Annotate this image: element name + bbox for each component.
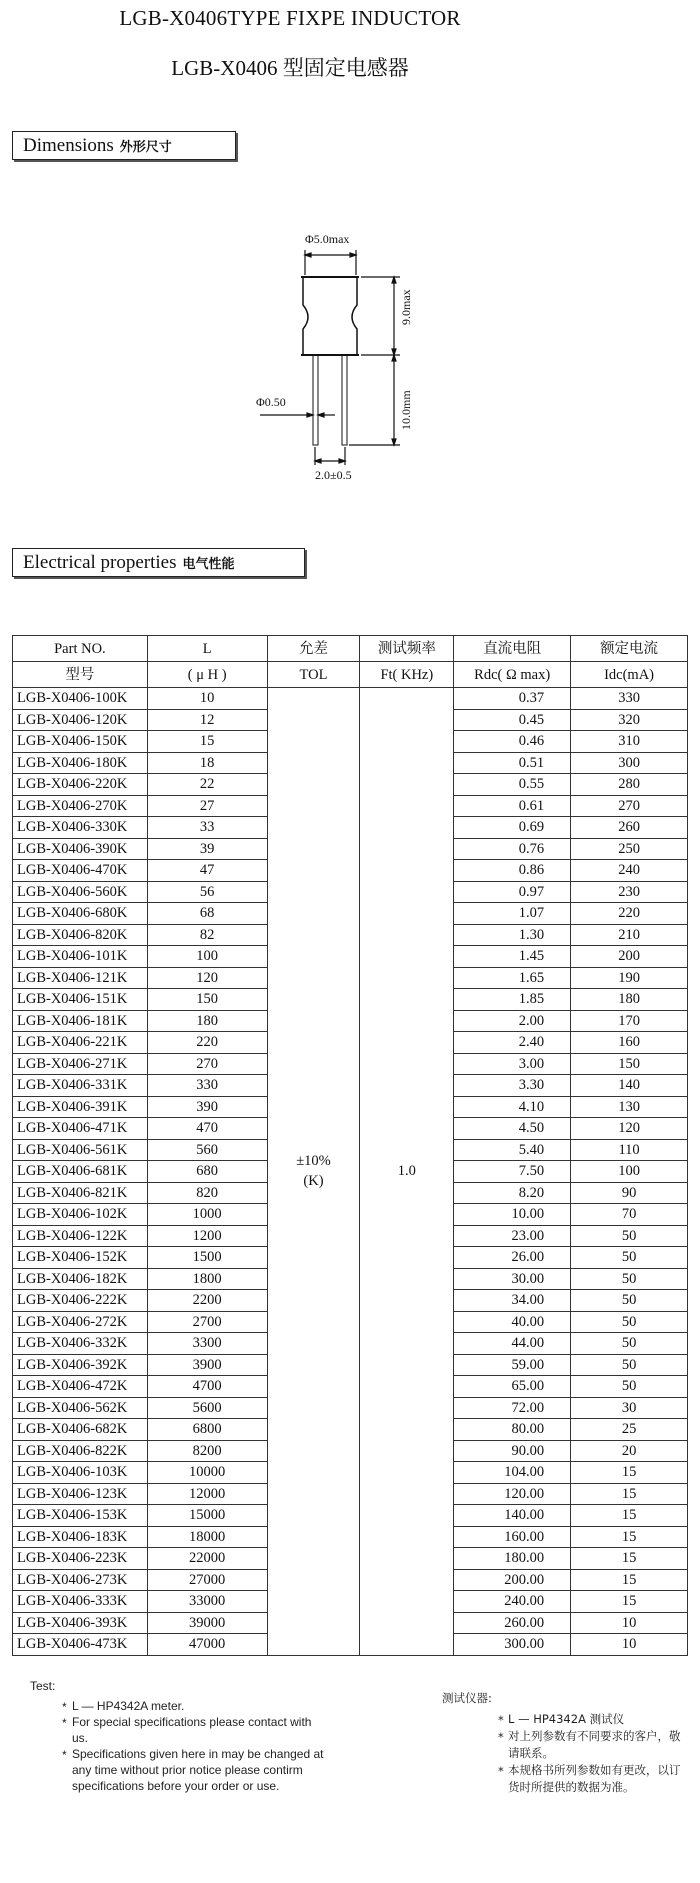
cell-part-no: LGB-X0406-821K (13, 1182, 148, 1204)
cell-dc-resistance: 72.00 (454, 1397, 571, 1419)
table-header-row (13, 662, 688, 688)
cell-dc-resistance: 160.00 (454, 1526, 571, 1548)
cell-inductance: 15000 (147, 1505, 267, 1527)
arrow-head (339, 459, 345, 463)
cell-dc-resistance: 0.55 (454, 774, 571, 796)
cell-part-no: LGB-X0406-121K (13, 967, 148, 989)
cell-rated-current: 50 (571, 1247, 688, 1269)
cell-dc-resistance: 80.00 (454, 1419, 571, 1441)
cell-dc-resistance: 3.30 (454, 1075, 571, 1097)
header-rated-current: 额定电流 (571, 636, 688, 662)
cell-inductance: 33000 (147, 1591, 267, 1613)
cell-dc-resistance: 0.69 (454, 817, 571, 839)
cell-rated-current: 220 (571, 903, 688, 925)
cell-inductance: 1800 (147, 1268, 267, 1290)
cell-part-no: LGB-X0406-272K (13, 1311, 148, 1333)
arrow-head (307, 413, 313, 417)
tolerance-code: (K) (303, 1173, 324, 1190)
cell-dc-resistance: 7.50 (454, 1161, 571, 1183)
cell-inductance: 1200 (147, 1225, 267, 1247)
cell-part-no: LGB-X0406-222K (13, 1290, 148, 1312)
test-notes-english (30, 1678, 330, 1794)
cell-rated-current: 320 (571, 709, 688, 731)
cell-inductance: 27000 (147, 1569, 267, 1591)
cell-inductance: 100 (147, 946, 267, 968)
cell-part-no: LGB-X0406-223K (13, 1548, 148, 1570)
cell-part-no: LGB-X0406-390K (13, 838, 148, 860)
cell-part-no: LGB-X0406-102K (13, 1204, 148, 1226)
cell-dc-resistance: 1.65 (454, 967, 571, 989)
cell-inductance: 18 (147, 752, 267, 774)
note-item: * For special specifications please contact with us. (62, 1714, 330, 1746)
cell-inductance: 33 (147, 817, 267, 839)
cell-dc-resistance: 0.97 (454, 881, 571, 903)
cell-rated-current: 310 (571, 731, 688, 753)
cell-rated-current: 190 (571, 967, 688, 989)
cell-inductance: 15 (147, 731, 267, 753)
header-dc-resistance: 直流电阻 (454, 636, 571, 662)
cell-inductance: 3900 (147, 1354, 267, 1376)
note-item-cn: * L — HP4342A 测试仪 (498, 1711, 682, 1728)
header-dc-resistance-sub: Rdc( Ω max) (454, 662, 571, 688)
header-part-no-sub: 型号 (13, 662, 148, 688)
electrical-label-en: Electrical properties (23, 552, 177, 573)
cell-dc-resistance: 0.37 (454, 688, 571, 710)
cell-dc-resistance: 180.00 (454, 1548, 571, 1570)
diameter-label: Φ5.0max (305, 232, 350, 246)
cell-rated-current: 140 (571, 1075, 688, 1097)
cell-inductance: 8200 (147, 1440, 267, 1462)
title-english: LGB-X0406TYPE FIXPE INDUCTOR (119, 6, 461, 30)
cell-dc-resistance: 2.00 (454, 1010, 571, 1032)
cell-dc-resistance: 1.07 (454, 903, 571, 925)
cell-part-no: LGB-X0406-391K (13, 1096, 148, 1118)
cell-part-no: LGB-X0406-820K (13, 924, 148, 946)
notes-list-cn (442, 1711, 682, 1796)
cell-inductance: 39000 (147, 1612, 267, 1634)
cell-inductance: 5600 (147, 1397, 267, 1419)
cell-part-no: LGB-X0406-392K (13, 1354, 148, 1376)
cell-inductance: 27 (147, 795, 267, 817)
cell-dc-resistance: 4.10 (454, 1096, 571, 1118)
cell-part-no: LGB-X0406-103K (13, 1462, 148, 1484)
cell-dc-resistance: 1.30 (454, 924, 571, 946)
cell-rated-current: 130 (571, 1096, 688, 1118)
header-inductance: L (147, 636, 267, 662)
cell-part-no: LGB-X0406-270K (13, 795, 148, 817)
cell-dc-resistance: 0.76 (454, 838, 571, 860)
cell-inductance: 4700 (147, 1376, 267, 1398)
cell-dc-resistance: 23.00 (454, 1225, 571, 1247)
cell-part-no: LGB-X0406-152K (13, 1247, 148, 1269)
cell-rated-current: 160 (571, 1032, 688, 1054)
cell-dc-resistance: 120.00 (454, 1483, 571, 1505)
notes-list (30, 1698, 330, 1794)
cell-dc-resistance: 4.50 (454, 1118, 571, 1140)
table-body (13, 688, 688, 1656)
cell-rated-current: 50 (571, 1290, 688, 1312)
cell-part-no: LGB-X0406-330K (13, 817, 148, 839)
cell-rated-current: 20 (571, 1440, 688, 1462)
table-header-row (13, 636, 688, 662)
cell-dc-resistance: 0.46 (454, 731, 571, 753)
cell-part-no: LGB-X0406-471K (13, 1118, 148, 1140)
cell-inductance: 560 (147, 1139, 267, 1161)
test-notes-chinese (442, 1690, 682, 1796)
cell-dc-resistance: 30.00 (454, 1268, 571, 1290)
lead-left (313, 355, 318, 445)
cell-rated-current: 300 (571, 752, 688, 774)
cell-rated-current: 90 (571, 1182, 688, 1204)
cell-inductance: 10000 (147, 1462, 267, 1484)
cell-part-no: LGB-X0406-560K (13, 881, 148, 903)
cell-inductance: 12000 (147, 1483, 267, 1505)
cell-part-no: LGB-X0406-473K (13, 1634, 148, 1656)
cell-part-no: LGB-X0406-562K (13, 1397, 148, 1419)
header-frequency: 测试频率 (360, 636, 454, 662)
cell-rated-current: 15 (571, 1483, 688, 1505)
spec-table (12, 635, 688, 1656)
inductor-body (303, 277, 357, 355)
header-tolerance: 允差 (267, 636, 360, 662)
cell-rated-current: 30 (571, 1397, 688, 1419)
cell-rated-current: 50 (571, 1333, 688, 1355)
cell-part-no: LGB-X0406-180K (13, 752, 148, 774)
cell-inductance: 150 (147, 989, 267, 1011)
cell-dc-resistance: 0.86 (454, 860, 571, 882)
cell-part-no: LGB-X0406-271K (13, 1053, 148, 1075)
title-chinese: LGB-X0406 型固定电感器 (171, 56, 409, 80)
cell-inductance: 1000 (147, 1204, 267, 1226)
cell-part-no: LGB-X0406-273K (13, 1569, 148, 1591)
cell-part-no: LGB-X0406-332K (13, 1333, 148, 1355)
cell-dc-resistance: 44.00 (454, 1333, 571, 1355)
arrow-head (392, 355, 396, 361)
cell-inductance: 68 (147, 903, 267, 925)
cell-rated-current: 260 (571, 817, 688, 839)
notes-heading: Test: (30, 1679, 56, 1693)
cell-rated-current: 200 (571, 946, 688, 968)
header-rated-current-sub: Idc(mA) (571, 662, 688, 688)
cell-dc-resistance: 10.00 (454, 1204, 571, 1226)
cell-part-no: LGB-X0406-682K (13, 1419, 148, 1441)
cell-rated-current: 270 (571, 795, 688, 817)
cell-rated-current: 25 (571, 1419, 688, 1441)
cell-rated-current: 70 (571, 1204, 688, 1226)
note-item: * Specifications given here in may be changed at any time without prior notice please contirm specifications before your order or use. (62, 1746, 330, 1794)
cell-part-no: LGB-X0406-393K (13, 1612, 148, 1634)
dimensions-label-en: Dimensions (23, 135, 114, 156)
cell-rated-current: 210 (571, 924, 688, 946)
pitch-label: 2.0±0.5 (315, 468, 352, 482)
cell-rated-current: 15 (571, 1526, 688, 1548)
cell-rated-current: 10 (571, 1612, 688, 1634)
cell-inductance: 47000 (147, 1634, 267, 1656)
cell-dc-resistance: 300.00 (454, 1634, 571, 1656)
cell-part-no: LGB-X0406-331K (13, 1075, 148, 1097)
cell-dc-resistance: 260.00 (454, 1612, 571, 1634)
cell-rated-current: 15 (571, 1591, 688, 1613)
tolerance-value: ±10% (296, 1153, 331, 1170)
arrow-head (392, 277, 396, 283)
note-item-cn: * 对上列参数有不同要求的客户，敬请联系。 (498, 1728, 682, 1762)
cell-dc-resistance: 2.40 (454, 1032, 571, 1054)
cell-rated-current: 230 (571, 881, 688, 903)
notes-heading-cn: 测试仪器: (442, 1691, 492, 1705)
cell-dc-resistance: 3.00 (454, 1053, 571, 1075)
cell-inductance: 680 (147, 1161, 267, 1183)
cell-part-no: LGB-X0406-561K (13, 1139, 148, 1161)
cell-part-no: LGB-X0406-681K (13, 1161, 148, 1183)
dimensions-label-cn: 外形尺寸 (119, 140, 172, 155)
cell-rated-current: 100 (571, 1161, 688, 1183)
cell-part-no: LGB-X0406-100K (13, 688, 148, 710)
cell-rated-current: 330 (571, 688, 688, 710)
electrical-label-cn: 电气性能 (182, 557, 235, 572)
cell-inductance: 39 (147, 838, 267, 860)
dimension-diagram (245, 225, 445, 485)
cell-part-no: LGB-X0406-182K (13, 1268, 148, 1290)
cell-dc-resistance: 8.20 (454, 1182, 571, 1204)
header-frequency-sub: Ft( KHz) (360, 662, 454, 688)
cell-inductance: 2700 (147, 1311, 267, 1333)
arrow-head (315, 459, 321, 463)
cell-dc-resistance: 0.51 (454, 752, 571, 774)
cell-inductance: 330 (147, 1075, 267, 1097)
cell-part-no: LGB-X0406-122K (13, 1225, 148, 1247)
cell-rated-current: 15 (571, 1548, 688, 1570)
cell-inductance: 180 (147, 1010, 267, 1032)
cell-frequency: 1.0 (360, 688, 454, 1656)
cell-dc-resistance: 34.00 (454, 1290, 571, 1312)
cell-part-no: LGB-X0406-220K (13, 774, 148, 796)
cell-rated-current: 180 (571, 989, 688, 1011)
cell-dc-resistance: 40.00 (454, 1311, 571, 1333)
header-tolerance-sub: TOL (267, 662, 360, 688)
cell-dc-resistance: 104.00 (454, 1462, 571, 1484)
cell-part-no: LGB-X0406-221K (13, 1032, 148, 1054)
cell-tolerance (267, 688, 360, 1656)
cell-inductance: 56 (147, 881, 267, 903)
cell-part-no: LGB-X0406-123K (13, 1483, 148, 1505)
cell-rated-current: 120 (571, 1118, 688, 1140)
cell-dc-resistance: 1.45 (454, 946, 571, 968)
cell-dc-resistance: 65.00 (454, 1376, 571, 1398)
note-item-cn: * 本规格书所列参数如有更改，以订货时所提供的数据为准。 (498, 1762, 682, 1796)
cell-part-no: LGB-X0406-150K (13, 731, 148, 753)
cell-part-no: LGB-X0406-472K (13, 1376, 148, 1398)
arrow-head (305, 253, 311, 257)
table-row (13, 688, 688, 710)
header-part-no: Part NO. (13, 636, 148, 662)
cell-inductance: 6800 (147, 1419, 267, 1441)
header-inductance-sub: ( μ H ) (147, 662, 267, 688)
cell-rated-current: 150 (571, 1053, 688, 1075)
cell-inductance: 390 (147, 1096, 267, 1118)
cell-rated-current: 280 (571, 774, 688, 796)
cell-inductance: 82 (147, 924, 267, 946)
cell-inductance: 12 (147, 709, 267, 731)
cell-dc-resistance: 90.00 (454, 1440, 571, 1462)
cell-rated-current: 250 (571, 838, 688, 860)
cell-inductance: 270 (147, 1053, 267, 1075)
cell-part-no: LGB-X0406-680K (13, 903, 148, 925)
note-item: * L — HP4342A meter. (62, 1698, 330, 1714)
cell-rated-current: 110 (571, 1139, 688, 1161)
cell-inductance: 10 (147, 688, 267, 710)
cell-part-no: LGB-X0406-181K (13, 1010, 148, 1032)
cell-rated-current: 10 (571, 1634, 688, 1656)
lead-right (342, 355, 347, 445)
arrow-head (350, 253, 356, 257)
cell-inductance: 3300 (147, 1333, 267, 1355)
cell-dc-resistance: 5.40 (454, 1139, 571, 1161)
cell-inductance: 47 (147, 860, 267, 882)
cell-dc-resistance: 59.00 (454, 1354, 571, 1376)
cell-part-no: LGB-X0406-151K (13, 989, 148, 1011)
cell-part-no: LGB-X0406-183K (13, 1526, 148, 1548)
cell-inductance: 22 (147, 774, 267, 796)
cell-part-no: LGB-X0406-470K (13, 860, 148, 882)
cell-dc-resistance: 0.45 (454, 709, 571, 731)
cell-dc-resistance: 26.00 (454, 1247, 571, 1269)
cell-rated-current: 15 (571, 1505, 688, 1527)
cell-rated-current: 50 (571, 1311, 688, 1333)
cell-inductance: 220 (147, 1032, 267, 1054)
cell-dc-resistance: 1.85 (454, 989, 571, 1011)
cell-dc-resistance: 140.00 (454, 1505, 571, 1527)
cell-dc-resistance: 240.00 (454, 1591, 571, 1613)
cell-dc-resistance: 200.00 (454, 1569, 571, 1591)
cell-dc-resistance: 0.61 (454, 795, 571, 817)
cell-rated-current: 50 (571, 1376, 688, 1398)
cell-rated-current: 50 (571, 1268, 688, 1290)
cell-rated-current: 170 (571, 1010, 688, 1032)
arrow-head (318, 413, 324, 417)
cell-part-no: LGB-X0406-153K (13, 1505, 148, 1527)
electrical-section-label (12, 548, 305, 577)
lead-length-label: 10.0mm (399, 390, 413, 430)
cell-inductance: 820 (147, 1182, 267, 1204)
arrow-head (392, 439, 396, 445)
cell-rated-current: 50 (571, 1225, 688, 1247)
cell-rated-current: 240 (571, 860, 688, 882)
height-label: 9.0max (399, 289, 413, 325)
cell-inductance: 470 (147, 1118, 267, 1140)
cell-part-no: LGB-X0406-101K (13, 946, 148, 968)
dimensions-section-label (12, 131, 236, 160)
cell-inductance: 18000 (147, 1526, 267, 1548)
cell-rated-current: 50 (571, 1354, 688, 1376)
cell-part-no: LGB-X0406-822K (13, 1440, 148, 1462)
cell-rated-current: 15 (571, 1462, 688, 1484)
cell-part-no: LGB-X0406-120K (13, 709, 148, 731)
cell-inductance: 120 (147, 967, 267, 989)
cell-rated-current: 15 (571, 1569, 688, 1591)
cell-inductance: 1500 (147, 1247, 267, 1269)
lead-diameter-label: Φ0.50 (256, 395, 286, 409)
cell-part-no: LGB-X0406-333K (13, 1591, 148, 1613)
cell-inductance: 22000 (147, 1548, 267, 1570)
cell-inductance: 2200 (147, 1290, 267, 1312)
